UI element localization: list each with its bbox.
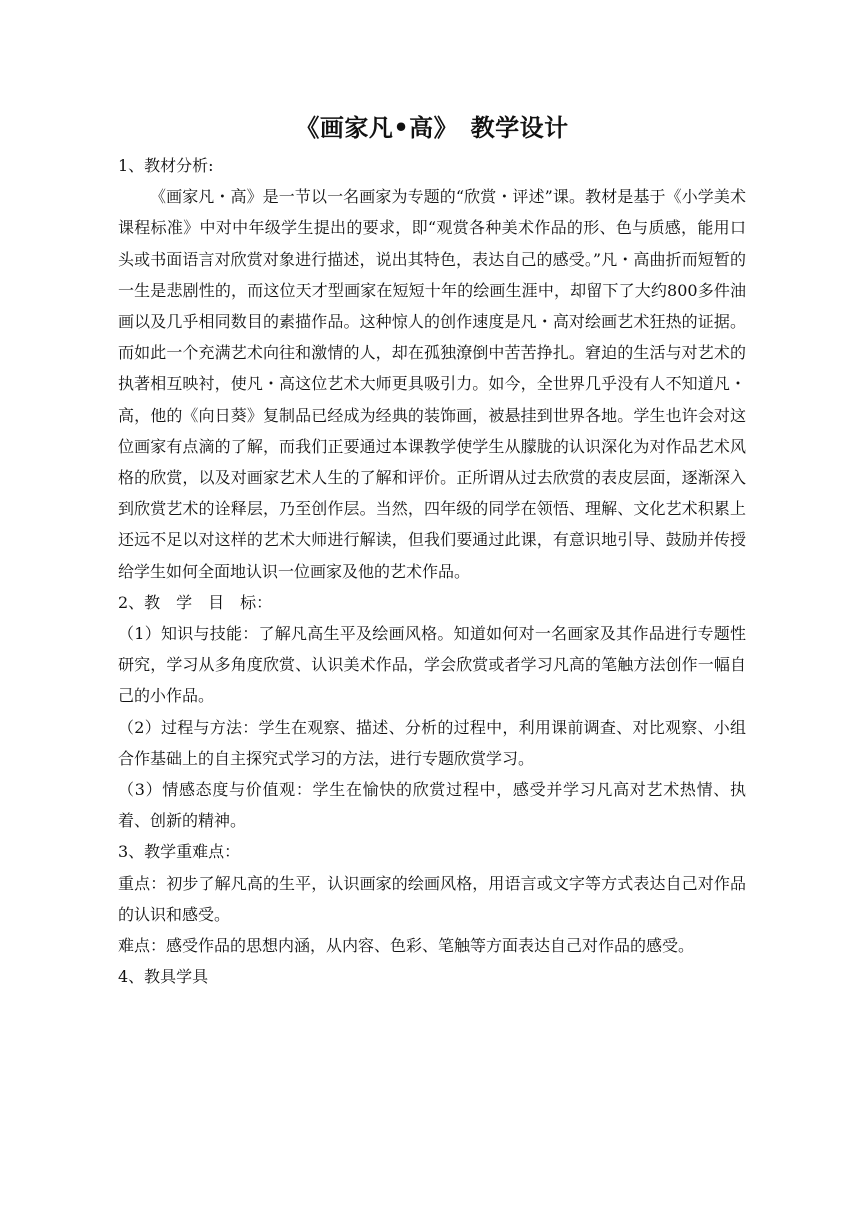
goal-knowledge-skills: （1）知识与技能：了解凡高生平及绘画风格。知道如何对一名画家及其作品进行专题性研究，学习从多角度欣赏、认识美术作品，学会欣赏或者学习凡高的笔触方法创作一幅自己的小作品。 xyxy=(118,624,746,706)
goal-emotion-values: （3）情感态度与价值观：学生在愉快的欣赏过程中，感受并学习凡高对艺术热情、执着、创新的精神。 xyxy=(118,780,746,831)
document-page xyxy=(118,108,746,992)
section-heading-teaching-goals: 2、教 学 目 标： xyxy=(118,592,273,612)
section-heading-material-analysis: 1、教材分析: xyxy=(118,156,214,175)
teaching-goals-list xyxy=(118,618,746,836)
goal-process-methods: （2）过程与方法：学生在观察、描述、分析的过程中，利用课前调查、对比观察、小组合作基础上的自主探究式学习的方法，进行专题欣赏学习。 xyxy=(118,717,746,768)
key-point-text: 重点：初步了解凡高的生平，认识画家的绘画风格，用语言或文字等方式表达自己对作品的认识和感受。 xyxy=(118,873,746,924)
document-title: 《画家凡•高》 教学设计 xyxy=(295,113,569,142)
difficult-point-text: 难点：感受作品的思想内涵，从内容、色彩、笔触等方面表达自己对作品的感受。 xyxy=(118,936,695,956)
section-heading-teaching-aids: 4、教具学具 xyxy=(118,967,209,987)
material-analysis-paragraph: 《画家凡・高》是一节以一名画家为专题的“欣赏・评述”课。教材是基于《小学美术课程标准》中对中年级学生提出的要求，即“观赏各种美术作品的形、色与质感，能用口头或书面语言对欣赏对象进行描述，说出其特色，表达自己的感受。”凡・高曲折而短暂的一生是悲剧性的，而这位天才型画家在短短十年的绘画生涯中，却留下了大约800多件油画以及几乎相同数目的素描作品。这种惊人的创作速度是凡・高对绘画艺术狂热的证据。而如此一个充满艺术向往和激情的人，却在孤独潦倒中苦苦挣扎。窘迫的生活与对艺术的执著相互映衬，使凡・高这位艺术大师更具吸引力。如今，全世界几乎没有人不知道凡・高，他的《向日葵》复制品已经成为经典的装饰画，被悬挂到世界各地。学生也许会对这位画家有点滴的了解，而我们正要通过本课教学使学生从朦胧的认识深化为对作品艺术风格的欣赏，以及对画家艺术人生的了解和评价。正所谓从过去欣赏的表皮层面，逐渐深入到欣赏艺术的诠释层，乃至创作层。当然，四年级的同学在领悟、理解、文化艺术积累上还远不足以对这样的艺术大师进行解读，但我们要通过此课，有意识地引导、鼓励并传授给学生如何全面地认识一位画家及他的艺术作品。 xyxy=(118,187,746,581)
section-heading-key-difficult-points: 3、教学重难点： xyxy=(118,842,241,862)
